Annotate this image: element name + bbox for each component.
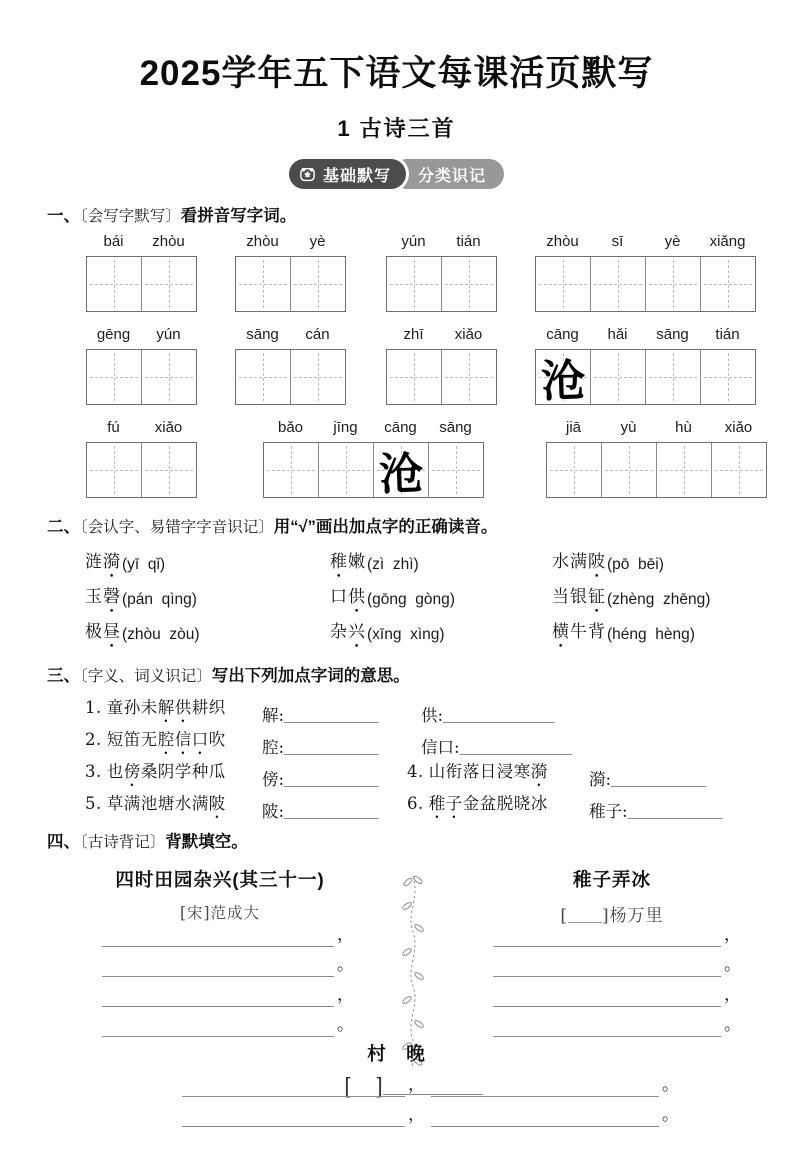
grid-cell — [646, 257, 701, 311]
poem-line-blank — [102, 1017, 334, 1037]
badge-secondary-pill — [392, 159, 504, 189]
dotted-char: 漪 — [530, 762, 548, 781]
pinyin-options: (pán qìng) — [122, 590, 197, 608]
item-number: 4. — [407, 762, 424, 781]
poem-line-blank — [182, 1077, 405, 1097]
term-label: 傍: — [262, 770, 285, 789]
char-grid-group — [86, 326, 197, 405]
term-label: 腔: — [262, 738, 285, 757]
poem-line-blank — [431, 1107, 659, 1127]
pinyin-options: (zhèng zhēng) — [607, 590, 711, 608]
answer-blank — [284, 705, 379, 723]
punctuation: ， — [408, 1075, 425, 1094]
pinyin-label: sāng — [246, 326, 279, 343]
dotted-char: 昼 — [103, 622, 121, 642]
pinyin-options: (héng hèng) — [607, 625, 695, 643]
phrase-part: 金盆脱晓冰 — [462, 794, 548, 813]
pinyin-label: sāng — [439, 419, 472, 436]
grid-cell — [536, 257, 591, 311]
dotted-char: 横 — [552, 622, 570, 642]
term-label: 供: — [421, 706, 444, 725]
section-number: 二、 — [47, 518, 80, 536]
punctuation: 。 — [724, 1015, 741, 1034]
grid-cell — [142, 257, 196, 311]
item-number: 2. — [85, 730, 102, 749]
pinyin-label: yún — [401, 233, 426, 250]
grid-cell — [291, 257, 345, 311]
dotted-char: 磬 — [103, 587, 121, 607]
poem-title: 村 晚 — [367, 1043, 426, 1064]
punctuation: ， — [724, 925, 741, 944]
grid-cell — [547, 443, 602, 497]
punctuation: 。 — [337, 1015, 354, 1034]
phrase-part: 草满池塘水满 — [106, 794, 209, 813]
meaning-items — [85, 694, 793, 822]
grid-cell — [142, 350, 196, 404]
pronunciation-item — [330, 582, 552, 617]
punctuation: ， — [337, 985, 354, 1004]
pinyin-label: yún — [156, 326, 181, 343]
answer-blank — [628, 801, 723, 819]
poem-line-blank — [102, 957, 334, 977]
writing-grid-row — [0, 419, 793, 501]
punctuation: 。 — [724, 955, 741, 974]
dotted-char: 陂 — [588, 552, 606, 572]
worksheet-page — [0, 46, 793, 1168]
answer-blank — [460, 737, 572, 755]
section-instruction: 看拼音写字词。 — [180, 207, 297, 225]
dotted-char: 兴 — [348, 622, 366, 642]
pinyin-label: sāng — [656, 326, 689, 343]
grid-cell — [142, 443, 196, 497]
pinyin-options: (xīng xìng) — [367, 625, 445, 643]
grid-cell — [236, 257, 291, 311]
pinyin-options: (pō bēi) — [607, 555, 664, 573]
poem-line — [493, 927, 741, 947]
phrase-part: 桑阴学种瓜 — [140, 762, 226, 781]
word-part: 口 — [330, 587, 348, 607]
item-number: 5. — [85, 794, 102, 813]
grid-cell — [646, 350, 701, 404]
poem-line-blank — [493, 927, 721, 947]
pinyin-label: hǎi — [607, 326, 628, 343]
item-number: 3. — [85, 762, 102, 781]
poem-line-blank — [493, 987, 721, 1007]
poem-left — [90, 866, 350, 923]
bracket-open: [ — [560, 906, 568, 926]
poem-line-blank — [493, 957, 721, 977]
answer-blank — [284, 737, 379, 755]
char-grid-group — [535, 233, 756, 312]
meaning-row — [85, 726, 793, 758]
char-grid-group — [86, 419, 197, 498]
poem-title: 四时田园杂兴(其三十一) — [115, 869, 325, 890]
grid-cell — [591, 257, 646, 311]
pinyin-options: (gōng gòng) — [367, 590, 455, 608]
badge-primary-pill — [289, 159, 406, 189]
meaning-row — [85, 790, 793, 822]
word-part: 牛背 — [570, 622, 606, 642]
item-number: 1. — [85, 698, 102, 717]
answer-blank — [284, 801, 379, 819]
dotted-char: 陂 — [208, 794, 226, 813]
poem-fill-area — [0, 860, 793, 1152]
grid-cell — [442, 257, 496, 311]
pinyin-label: zhī — [403, 326, 424, 343]
poem-line-blank — [431, 1077, 659, 1097]
grid-cell — [374, 443, 429, 501]
section-instruction: 用“√”画出加点字的正确读音。 — [273, 518, 498, 536]
term-label: 解: — [262, 706, 285, 725]
word-part: 玉 — [85, 587, 103, 607]
pinyin-options: (zhòu zòu) — [122, 625, 200, 643]
pinyin-label: bǎo — [277, 419, 304, 436]
dotted-char: 解供 — [157, 698, 192, 717]
pronunciation-grid — [85, 547, 793, 652]
poem-line-blank — [182, 1107, 405, 1127]
char-grid-group — [535, 326, 756, 408]
term-label: 陂: — [262, 802, 285, 821]
meaning-row — [85, 758, 793, 790]
prefilled-char: 沧 — [540, 355, 587, 408]
char-grid-group — [263, 419, 484, 501]
pinyin-label: xiǎo — [724, 419, 753, 436]
meaning-row — [85, 694, 793, 726]
pinyin-label: sī — [611, 233, 624, 250]
section-tag: 〔古诗背记〕 — [80, 833, 166, 851]
section-number: 三、 — [47, 667, 80, 685]
writing-grid-row — [0, 326, 793, 408]
pronunciation-item — [552, 547, 793, 582]
dotted-char: 稚 — [330, 552, 348, 572]
pronunciation-item — [330, 547, 552, 582]
poem-line — [182, 1107, 679, 1127]
word-part: 涟 — [85, 552, 103, 572]
grid-cell — [87, 350, 142, 404]
lesson-title: 1 古诗三首 — [337, 116, 456, 141]
punctuation: ， — [337, 925, 354, 944]
poem-line-blank — [102, 987, 334, 1007]
item-number: 6. — [407, 794, 424, 813]
poem-line — [102, 927, 354, 947]
pinyin-options: (zì zhì) — [367, 555, 419, 573]
pinyin-label: tián — [456, 233, 481, 250]
grid-cell — [442, 350, 496, 404]
pinyin-label: xiǎng — [709, 233, 746, 250]
poem-line — [493, 957, 741, 977]
badge-primary-label: 基础默写 — [322, 167, 391, 185]
poem-line — [102, 1017, 354, 1037]
pinyin-label: jīng — [333, 419, 358, 436]
char-grid-group — [86, 233, 197, 312]
grid-cell — [387, 257, 442, 311]
section-tag: 〔会认字、易错字字音识记〕 — [80, 518, 274, 536]
grid-cell — [657, 443, 712, 497]
char-grid-group — [235, 233, 346, 312]
answer-blank — [284, 769, 379, 787]
pronunciation-item — [552, 617, 793, 652]
poem-line — [182, 1077, 679, 1097]
dotted-char: 钲 — [588, 587, 606, 607]
char-grid-group — [386, 326, 497, 405]
term-label: 漪: — [589, 770, 612, 789]
grid-cell — [591, 350, 646, 404]
grid-cell — [536, 350, 591, 408]
pinyin-label: tián — [715, 326, 740, 343]
char-grid-group — [235, 326, 346, 405]
poem-author: [宋]范成大 — [179, 904, 261, 922]
section-3-header — [47, 664, 793, 688]
bracket-close: ] — [376, 1073, 383, 1098]
pinyin-label: zhòu — [546, 233, 579, 250]
section-number: 四、 — [47, 833, 80, 851]
dotted-char: 腔信口 — [157, 730, 209, 749]
pinyin-label: cāng — [546, 326, 579, 343]
pronunciation-item — [85, 582, 330, 617]
poem-line — [493, 1017, 741, 1037]
pinyin-label: cāng — [384, 419, 417, 436]
dotted-char: 漪 — [103, 552, 121, 572]
phrase-part: 短笛无 — [106, 730, 158, 749]
grid-cell — [701, 350, 755, 404]
section-2-header — [47, 515, 793, 539]
poem-left-lines — [102, 927, 354, 1047]
section-number: 一、 — [47, 207, 80, 225]
char-grid-group — [546, 419, 767, 498]
punctuation: ， — [724, 985, 741, 1004]
section-instruction: 写出下列加点字词的意思。 — [211, 667, 410, 685]
page-title: 2025学年五下语文每课活页默写 — [139, 54, 654, 93]
punctuation: 。 — [337, 955, 354, 974]
word-part: 当银 — [552, 587, 588, 607]
phrase-part: 也 — [106, 762, 124, 781]
phrase-part: 吹 — [208, 730, 226, 749]
poem-line — [102, 987, 354, 1007]
pinyin-label: zhòu — [246, 233, 279, 250]
poem-line — [493, 987, 741, 1007]
word-part: 杂 — [330, 622, 348, 642]
bear-icon — [299, 166, 316, 183]
pinyin-label: bái — [103, 233, 124, 250]
section-tag: 〔会写字默写〕 — [80, 207, 181, 225]
phrase-part: 耕织 — [191, 698, 226, 717]
dotted-char: 傍 — [123, 762, 141, 781]
section-badge — [0, 158, 793, 190]
word-part: 嫩 — [348, 552, 366, 572]
answer-blank — [443, 705, 555, 723]
poem-line-blank — [102, 927, 334, 947]
grid-cell — [87, 257, 142, 311]
grid-cell — [712, 443, 766, 497]
grid-cell — [236, 350, 291, 404]
section-tag: 〔字义、词义识记〕 — [80, 667, 212, 685]
pinyin-label: jiā — [565, 419, 581, 436]
pinyin-label: zhòu — [152, 233, 185, 250]
phrase-part: 山衔落日浸寒 — [428, 762, 531, 781]
pinyin-label: yè — [664, 233, 681, 250]
grid-cell — [602, 443, 657, 497]
pinyin-label: yù — [620, 419, 637, 436]
grid-cell — [291, 350, 345, 404]
dynasty-blank — [568, 908, 602, 923]
pronunciation-item — [552, 582, 793, 617]
pinyin-label: fú — [107, 419, 120, 436]
grid-cell — [429, 443, 483, 497]
pronunciation-item — [85, 547, 330, 582]
grid-cell — [264, 443, 319, 497]
poem-author — [482, 901, 742, 926]
term-label: 信口: — [421, 738, 460, 757]
phrase-part: 童孙未 — [106, 698, 158, 717]
term-label: 稚子: — [589, 802, 628, 821]
section-1-header — [47, 204, 793, 228]
bracket-close: ]杨万里 — [602, 906, 664, 926]
bracket-open: [ — [344, 1073, 351, 1098]
pronunciation-item — [330, 617, 552, 652]
pinyin-label: xiǎo — [154, 419, 183, 436]
char-grid-group — [386, 233, 497, 312]
pinyin-options: (yī qǐ) — [122, 555, 166, 573]
pinyin-label: gēng — [96, 326, 131, 343]
section-4-header — [47, 830, 793, 854]
pinyin-label: xiǎo — [454, 326, 483, 343]
poem-line — [102, 957, 354, 977]
dotted-char: 稚子 — [428, 794, 463, 813]
poem-line-blank — [493, 1017, 721, 1037]
writing-grid-row — [0, 233, 793, 312]
punctuation: 。 — [662, 1105, 679, 1124]
pinyin-label: yè — [309, 233, 326, 250]
grid-cell — [387, 350, 442, 404]
word-part: 水满 — [552, 552, 588, 572]
pronunciation-item — [85, 617, 330, 652]
punctuation: ， — [408, 1105, 425, 1124]
section-instruction: 背默填空。 — [165, 833, 248, 851]
poem-right-lines — [493, 927, 741, 1047]
grid-cell — [319, 443, 374, 497]
poem-right — [482, 866, 742, 926]
grid-cell — [87, 443, 142, 497]
badge-secondary-label: 分类识记 — [418, 167, 487, 185]
poem-title: 稚子弄冰 — [572, 869, 651, 890]
pinyin-label: hù — [675, 419, 692, 436]
word-part: 极 — [85, 622, 103, 642]
punctuation: 。 — [662, 1075, 679, 1094]
dotted-char: 供 — [348, 587, 366, 607]
grid-cell — [701, 257, 755, 311]
prefilled-char: 沧 — [378, 448, 425, 501]
answer-blank — [611, 769, 706, 787]
pinyin-label: cán — [305, 326, 330, 343]
